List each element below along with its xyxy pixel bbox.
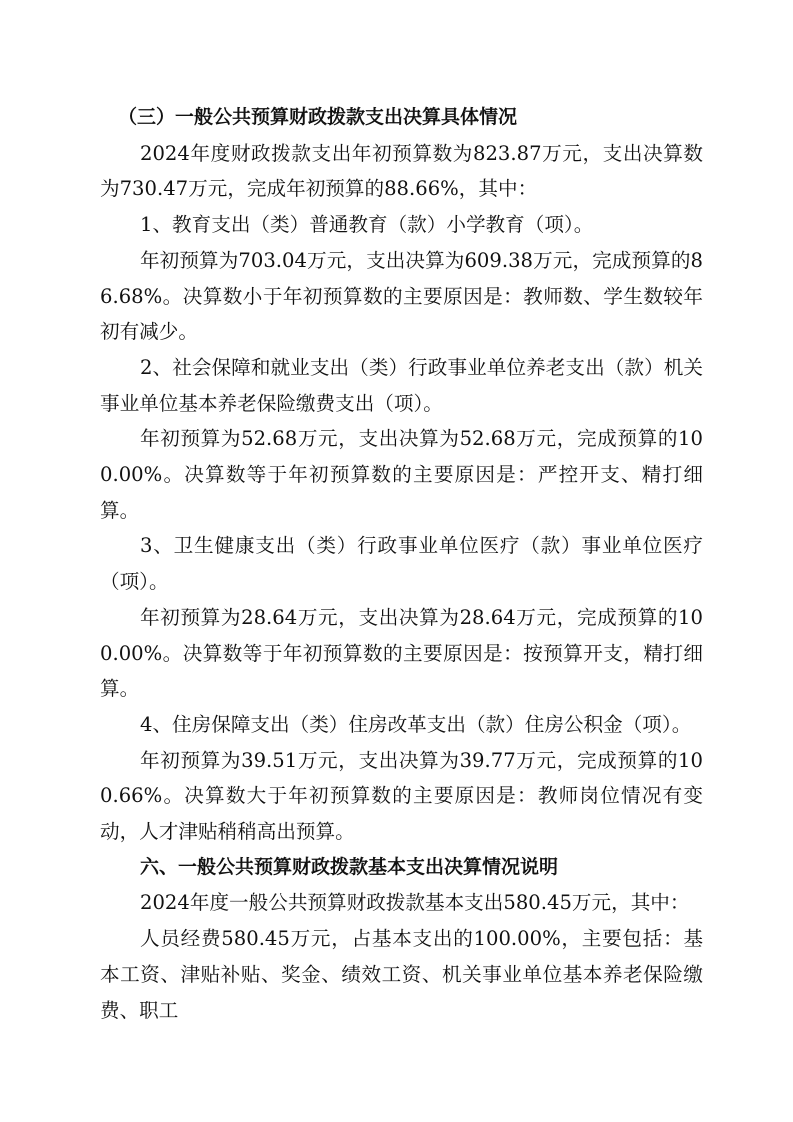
item-4-detail: 年初预算为39.51万元，支出决算为39.77万元，完成预算的100.66%。决算数大于年初预算数的主要原因是：教师岗位情况有变动，人才津贴稍稍高出预算。 (100, 748, 703, 844)
document-page (100, 100, 703, 1028)
section6-intro: 2024年度一般公共预算财政拨款基本支出580.45万元，其中： (140, 891, 690, 915)
item-2-title: 2、社会保障和就业支出（类）行政事业单位养老支出（款）机关事业单位基本养老保险缴费支出（项）。 (100, 355, 703, 415)
item-1-title: 1、教育支出（类）普通教育（款）小学教育（项）。 (140, 213, 594, 237)
intro-paragraph: 2024年度财政拨款支出年初预算数为823.87万元，支出决算数为730.47万元，完成年初预算的88.66%，其中： (100, 141, 703, 201)
section6-personnel: 人员经费580.45万元，占基本支出的100.00%，主要包括：基本工资、津贴补贴、奖金、绩效工资、机关事业单位基本养老保险缴费、职工 (100, 927, 703, 1022)
item-4-title: 4、住房保障支出（类）住房改革支出（款）住房公积金（项）。 (140, 712, 692, 736)
item-3-detail: 年初预算为28.64万元，支出决算为28.64万元，完成预算的100.00%。决算数等于年初预算数的主要原因是：按预算开支，精打细算。 (100, 605, 703, 701)
section6-heading: 六、一般公共预算财政拨款基本支出决算情况说明 (140, 855, 559, 878)
item-2-detail: 年初预算为52.68万元，支出决算为52.68万元，完成预算的100.00%。决算数等于年初预算数的主要原因是：严控开支、精打细算。 (100, 427, 703, 522)
item-1-detail: 年初预算为703.04万元，支出决算为609.38万元，完成预算的86.68%。决算数小于年初预算数的主要原因是：教师数、学生数较年初有减少。 (100, 248, 703, 344)
section-heading: （三）一般公共预算财政拨款支出决算具体情况 (118, 106, 518, 128)
item-3-title: 3、卫生健康支出（类）行政事业单位医疗（款）事业单位医疗（项）。 (100, 534, 703, 594)
